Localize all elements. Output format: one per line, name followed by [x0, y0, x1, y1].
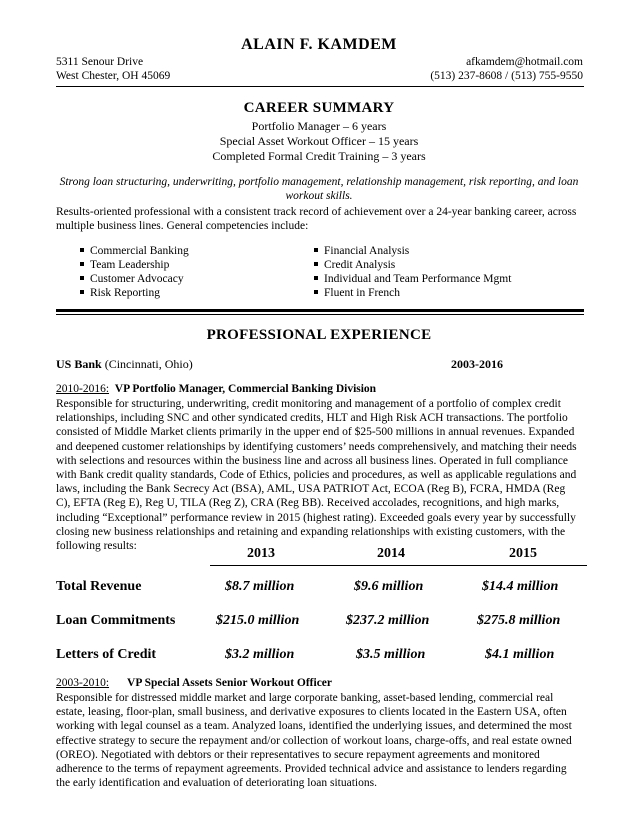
- role-header: [56, 383, 376, 395]
- employer-location: (Cincinnati, Ohio): [101, 357, 193, 371]
- metric-label: Total Revenue: [56, 579, 142, 594]
- role-description: [56, 691, 581, 790]
- competency-item: Customer Advocacy: [80, 273, 184, 285]
- candidate-name: ALAIN F. KAMDEM: [241, 36, 397, 53]
- header-divider: [56, 86, 584, 87]
- role-title: VP Special Assets Senior Workout Officer: [127, 677, 333, 689]
- competency-item: Risk Reporting: [80, 287, 160, 299]
- address-line-1: 5311 Senour Drive: [56, 56, 144, 68]
- employer-name: US Bank: [56, 357, 102, 371]
- year-header: 2013: [247, 546, 275, 561]
- email[interactable]: afkamdem@hotmail.com: [466, 56, 583, 68]
- role-description: [56, 397, 581, 553]
- metric-value: $4.1 million: [485, 647, 555, 662]
- competency-item: Individual and Team Performance Mgmt: [314, 273, 511, 285]
- competency-item: Team Leadership: [80, 259, 169, 271]
- section-divider: [56, 309, 584, 312]
- employer-dates: 2003-2016: [451, 357, 503, 371]
- competency-item: Financial Analysis: [314, 245, 409, 257]
- description-line: Responsible for distressed middle market and large corporate banking, asset-based lending, commercial real: [56, 692, 554, 704]
- description-line: effective strategy to secure the repayment and/or collection of workout loans, charge-offs, and real estate owned: [56, 734, 572, 747]
- competency-item: Commercial Banking: [80, 245, 189, 257]
- description-line: laws, including the Bank Secrecy Act (BSA), AML, USA PATRIOT Act, ECOA (Reg B), FCRA, HMDA (Reg: [56, 483, 566, 496]
- description-line: estate, leasing, floor-plan, small business, and derivative exposures to clients located in the Eastern USA, often: [56, 706, 567, 719]
- metric-label: Loan Commitments: [56, 613, 176, 628]
- role-header: [56, 677, 332, 689]
- phone-numbers: (513) 237-8608 / (513) 755-9550: [430, 70, 583, 82]
- description-line: adherence to the terms of repayment agreements. Provided technical advice and assistance to lenders regarding: [56, 763, 567, 776]
- summary-line: Completed Formal Credit Training – 3 years: [212, 149, 426, 163]
- metric-value: $275.8 million: [477, 613, 561, 628]
- summary-line: Portfolio Manager – 6 years: [251, 119, 387, 133]
- summary-line: Special Asset Workout Officer – 15 years: [219, 134, 419, 148]
- metric-value: $237.2 million: [346, 613, 430, 628]
- strengths-line: Strong loan structuring, underwriting, portfolio management, relationship management, risk reporting, and loan: [59, 176, 579, 188]
- metric-value: $3.5 million: [356, 647, 426, 662]
- metric-value: $215.0 million: [216, 613, 300, 628]
- bullet-icon: [314, 248, 318, 252]
- description-line: following results:: [56, 540, 137, 553]
- bullet-icon: [314, 290, 318, 294]
- description-line: with Bank credit quality standards, Code of Ethics, policies and procedures, as well as applicable regulations and: [56, 469, 577, 482]
- competency-item: Credit Analysis: [314, 259, 395, 271]
- description-line: C), EFTA (Reg E), Reg U, TILA (Reg Z), CRA (Reg BB). Received accolades, recognitions, and high marks,: [56, 497, 560, 510]
- description-line: and deepened customer relationships by identifying customers’ needs comprehensively, and matching their needs: [56, 440, 577, 453]
- year-header: 2015: [509, 546, 537, 561]
- metric-value: $14.4 million: [482, 579, 559, 594]
- description-line: Responsible for structuring, underwriting, credit monitoring and management of a portfolio of complex credit: [56, 398, 561, 410]
- description-line: with selections and resources within the business line and across all business lines. Operated in full compliance: [56, 454, 568, 467]
- year-header: 2014: [377, 546, 405, 561]
- description-line: relationships, including SNC and other syndicated credits, HLT and High Risk ACH transactions. The portfolio: [56, 412, 568, 425]
- role-dates: 2010-2016:: [56, 383, 110, 395]
- intro-line: Results-oriented professional with a consistent track record of achievement over a 24-year banking career, across: [56, 206, 577, 218]
- metric-value: $3.2 million: [225, 647, 295, 662]
- intro-line: multiple business lines. General competencies include:: [56, 220, 309, 232]
- description-line: (OREO). Negotiated with debtors or their representatives to secure repayment agreements and monitored: [56, 748, 540, 761]
- bullet-icon: [80, 290, 84, 294]
- metric-value: $9.6 million: [354, 579, 424, 594]
- bullet-icon: [80, 276, 84, 280]
- role-dates: 2003-2010:: [56, 677, 110, 689]
- role-title: VP Portfolio Manager, Commercial Banking Division: [114, 383, 377, 395]
- bullet-icon: [80, 262, 84, 266]
- bullet-icon: [314, 262, 318, 266]
- table-header-rule: [210, 565, 587, 566]
- metric-value: $8.7 million: [225, 579, 295, 594]
- description-line: including “Exceptional” performance review in 2015 (highest rating). Exceeded goals every year by successfully: [56, 511, 576, 524]
- competency-item: Fluent in French: [314, 287, 400, 299]
- description-line: working with legal counsel as a team. Analyzed loans, identified the underlying issues, and determined the most: [56, 720, 572, 733]
- section-divider-thin: [56, 314, 584, 315]
- employer-line: [56, 357, 193, 372]
- strengths-line: workout skills.: [285, 190, 353, 202]
- address-line-2: West Chester, OH 45069: [56, 70, 171, 82]
- career-summary-heading: CAREER SUMMARY: [243, 100, 395, 116]
- bullet-icon: [314, 276, 318, 280]
- bullet-icon: [80, 248, 84, 252]
- description-line: closing new business relationships and retaining and expanding relationships with existing customers, with the: [56, 525, 566, 538]
- description-line: the early identification and evaluation of deteriorating loan situations.: [56, 777, 377, 790]
- metric-label: Letters of Credit: [56, 647, 157, 662]
- experience-heading: PROFESSIONAL EXPERIENCE: [206, 327, 432, 343]
- description-line: consisted of Middle Market clients primarily in the upper end of $25-500 millions in annual revenues. Expanded: [56, 426, 575, 439]
